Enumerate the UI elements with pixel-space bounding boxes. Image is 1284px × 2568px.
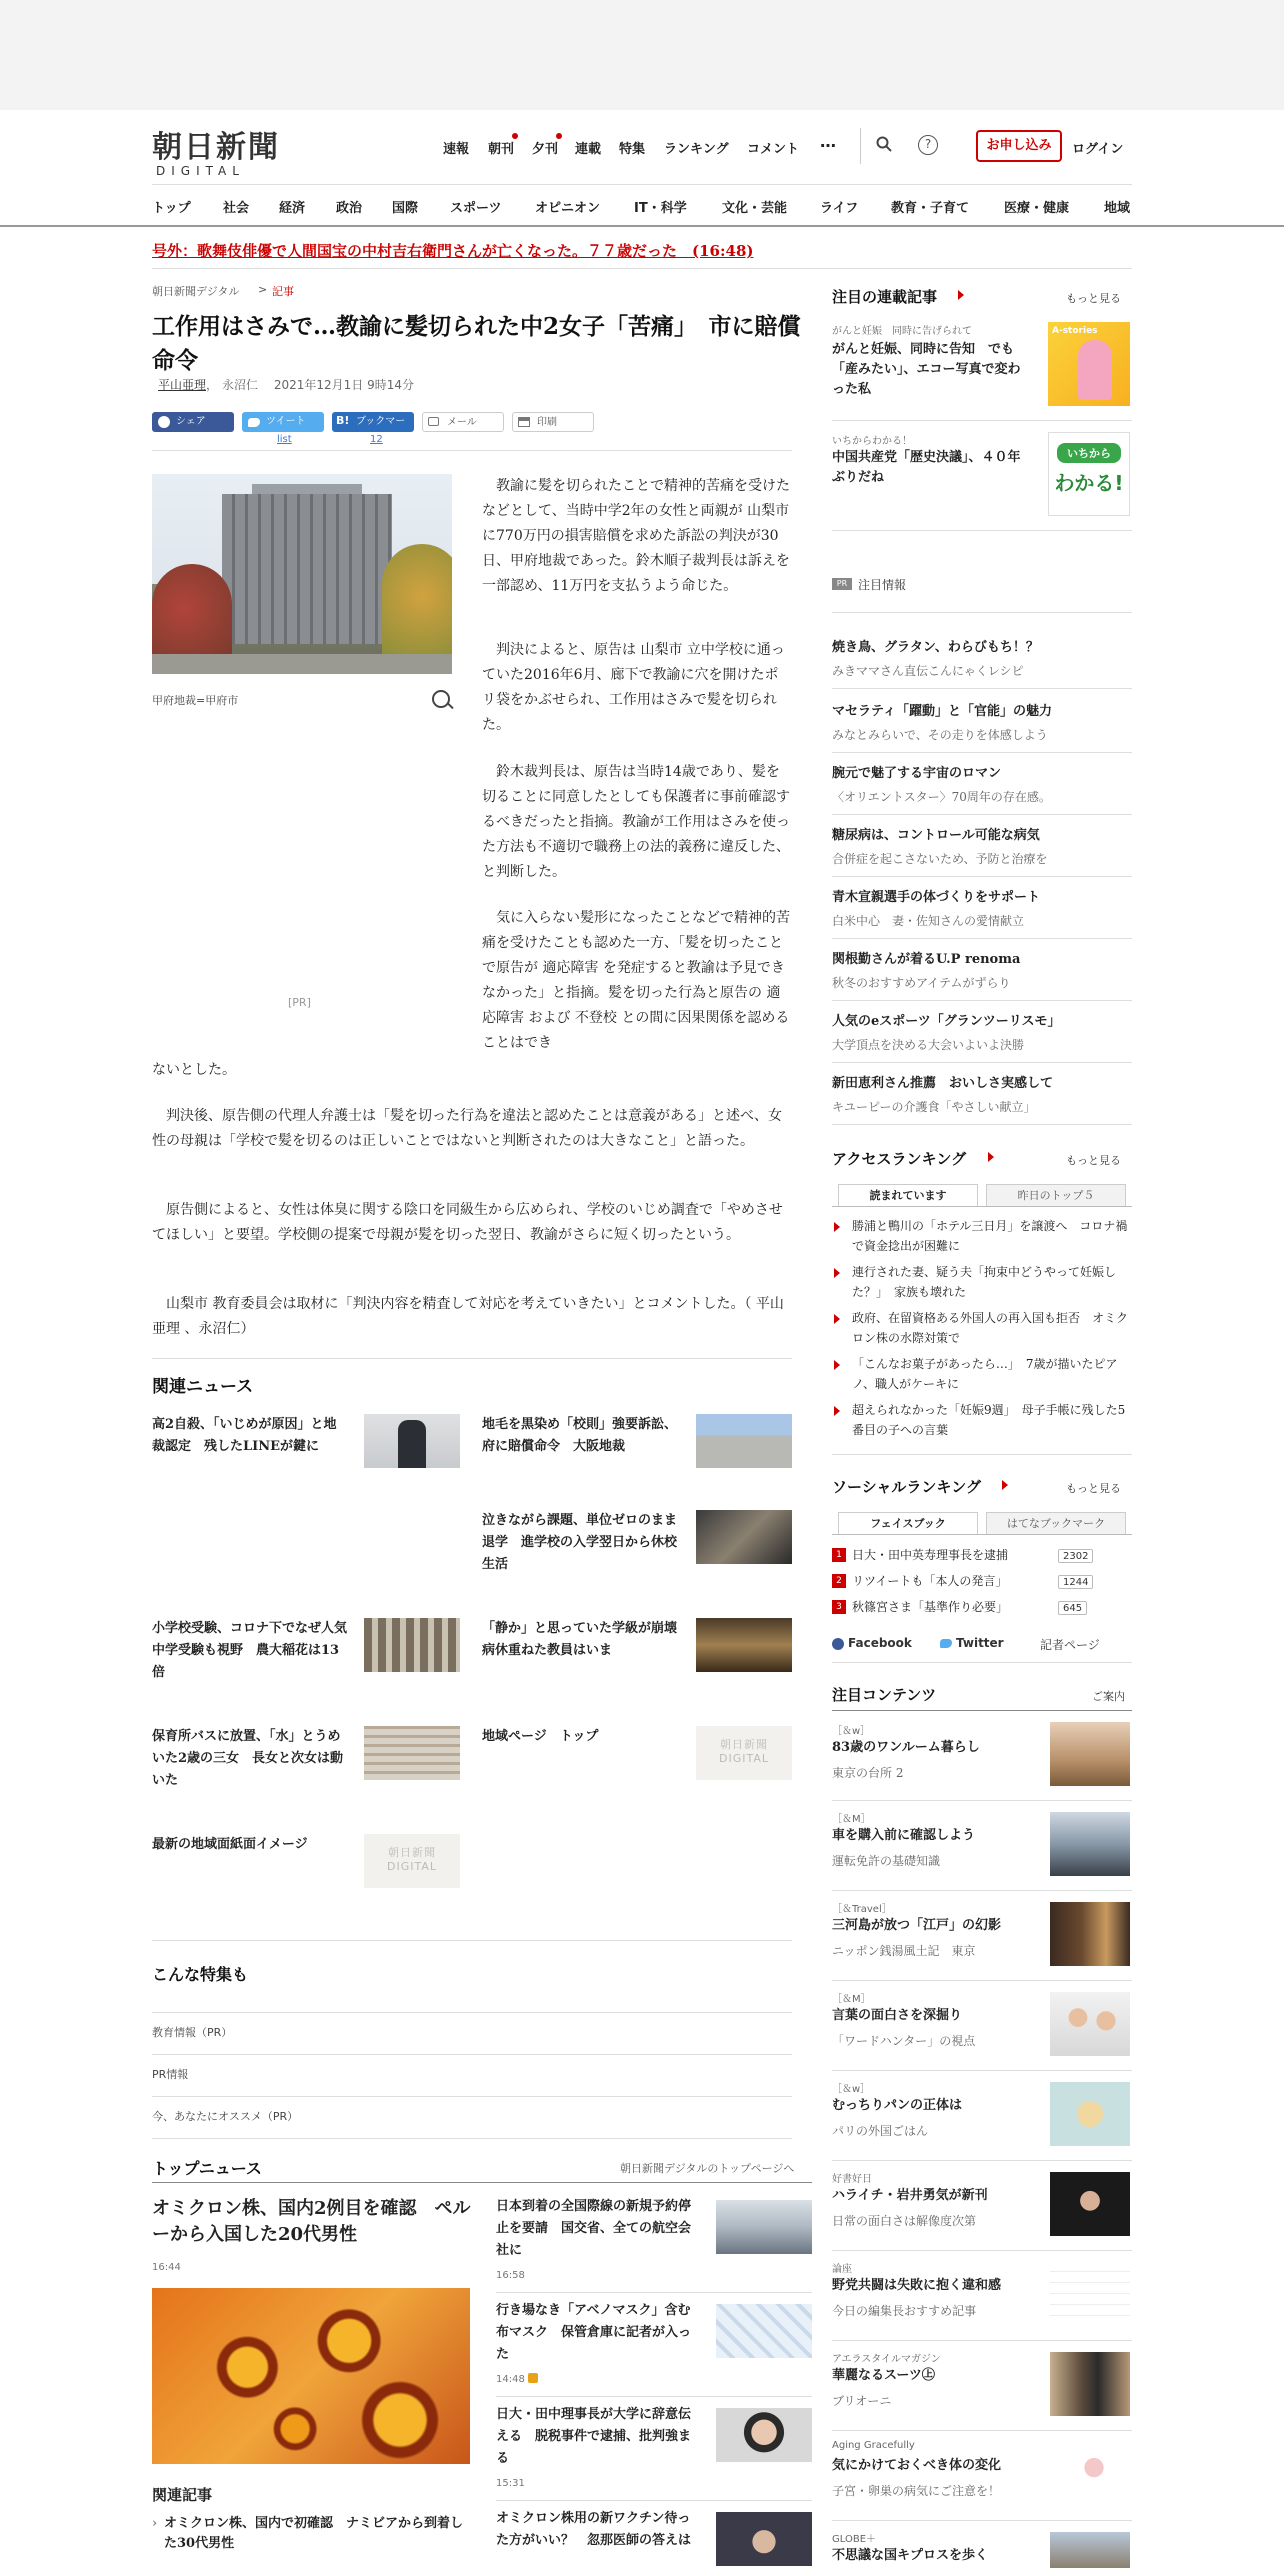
print-label: 印刷 <box>537 417 557 428</box>
search-icon[interactable] <box>876 136 892 152</box>
divider <box>152 2012 792 2013</box>
top-news-time: 15:31 <box>496 2478 525 2489</box>
divider <box>152 2096 792 2097</box>
divider <box>832 814 1132 815</box>
pr-item-title[interactable]: 腕元で魅了する宇宙のロマン <box>832 766 1002 781</box>
topnav-feature[interactable]: 特集 <box>619 142 646 157</box>
content-thumb[interactable] <box>1050 1902 1130 1966</box>
related-news-item[interactable]: 地毛を黒染め「校則」強要訴訟、府に賠償命令 大阪地裁 <box>482 1417 678 1454</box>
rank-arrow-icon <box>834 1406 840 1416</box>
divider <box>832 2160 1132 2161</box>
social-more-link[interactable]: もっと見る <box>1066 1482 1121 1495</box>
content-kicker: GLOBE＋ <box>832 2534 877 2545</box>
photo-caption: 甲府地裁=甲府市 <box>152 694 239 707</box>
pr-item-title[interactable]: 糖尿病は、コントロール可能な病気 <box>832 828 1040 843</box>
content-title[interactable]: むっちりパンの正体は <box>832 2098 963 2113</box>
content-kicker: アエラスタイルマガジン <box>832 2354 941 2365</box>
content-thumb[interactable] <box>1050 2442 1130 2506</box>
gnav-health[interactable]: 医療・健康 <box>1004 201 1070 216</box>
pr-badge: PR <box>832 578 852 590</box>
content-title[interactable]: 気にかけておくべき体の変化 <box>832 2458 1002 2473</box>
social-rank-item[interactable]: リツイートも「本人の発言」 <box>852 1574 1008 1588</box>
content-thumb[interactable] <box>1050 1722 1130 1786</box>
gnav-life[interactable]: ライフ <box>820 201 859 216</box>
content-kicker: Aging Gracefully <box>832 2440 915 2451</box>
rank-arrow-icon <box>834 1360 840 1370</box>
thumb-figure <box>398 1420 426 1468</box>
share-rule <box>152 450 792 451</box>
breaking-news-flash[interactable]: 号外：歌舞伎俳優で人間国宝の中村吉右衛門さんが亡くなった。７７歳だった (16:48) <box>152 242 754 260</box>
divider <box>152 1358 792 1359</box>
content-thumb[interactable] <box>1050 1812 1130 1876</box>
top-news-thumb[interactable] <box>716 2304 812 2358</box>
divider <box>832 1980 1132 1981</box>
divider <box>832 1206 1132 1207</box>
gnav-education[interactable]: 教育・子育て <box>891 201 970 216</box>
divider <box>832 1062 1132 1063</box>
content-thumb-chart[interactable] <box>1050 2262 1130 2326</box>
photo-road <box>152 654 452 674</box>
related-news-item[interactable]: 保育所バスに放置、「水」とうめいた2歳の三女 長女と次女は動いた <box>152 1729 344 1788</box>
divider <box>832 1454 1132 1455</box>
top-gray-band <box>0 0 1284 110</box>
content-title[interactable]: 不思議な国キプロスを歩く <box>832 2548 989 2563</box>
content-kicker: ［＆w］ <box>832 2084 871 2095</box>
gnav-opinion[interactable]: オピニオン <box>535 201 601 216</box>
related-thumb[interactable] <box>364 1726 460 1780</box>
reporter-page-link[interactable]: 記者ページ <box>1040 1638 1100 1652</box>
content-kicker: 好書好日 <box>832 2174 872 2185</box>
content-title[interactable]: 野党共闘は失敗に抱く違和感 <box>832 2278 1002 2293</box>
facebook-share-label: シェア <box>176 416 206 427</box>
content-thumb[interactable] <box>1050 2082 1130 2146</box>
pr-item-title[interactable]: 関根勤さんが着るU.P renoma <box>832 952 1021 967</box>
badge-figure <box>1078 340 1112 400</box>
top-news-thumb[interactable] <box>716 2408 812 2462</box>
feature-link[interactable]: 今、あなたにオススメ（PR） <box>152 2110 299 2123</box>
mail-label: メール <box>447 417 477 428</box>
topnav-serial[interactable]: 連載 <box>575 142 602 157</box>
byline-separator: ， <box>206 378 219 392</box>
lead-news-title[interactable]: オミクロン株、国内2例目を確認 ペルーから入国した20代男性 <box>152 2198 471 2245</box>
contents-heading: 注目コンテンツ <box>832 1686 937 1704</box>
content-sub: ニッポン銭湯風土記 東京 <box>832 1944 976 1958</box>
mail-icon <box>428 417 439 426</box>
top-news-item[interactable]: 行き場なき「アベノマスク」含む布マスク 保管倉庫に記者が入った <box>496 2303 692 2362</box>
topnav-breaking[interactable]: 速報 <box>443 142 470 157</box>
rank-number: 1 <box>832 1548 846 1562</box>
gnav-international[interactable]: 国際 <box>392 201 419 216</box>
article-paragraph: 判決後、原告側の代理人弁護士は「髪を切った行為を違法と認めたことは意義がある」と述べ、女性の母親は「学校で髪を切るのは正しいことではないと判断されたのは大きなこと」と語った。 <box>152 1108 782 1149</box>
arrow-right-icon <box>1002 1480 1008 1490</box>
pr-heading: 注目情報 <box>858 578 907 592</box>
content-thumb[interactable] <box>1050 2352 1130 2416</box>
facebook-icon <box>832 1638 844 1650</box>
bullet-icon: › <box>152 2516 158 2531</box>
top-news-heading: トップニュース <box>152 2159 262 2178</box>
a-stories-badge[interactable] <box>1048 322 1130 406</box>
divider <box>832 1800 1132 1801</box>
new-dot <box>512 133 518 139</box>
content-title[interactable]: 車を購入前に確認しよう <box>832 1828 976 1843</box>
article-paragraph: 教諭に髪を切られたことで精神的苦痛を受けたなどとして、当時中学2年の女性と両親が 山梨市 に770万円の損害賠償を求めた訴訟の判決が30日、甲府地裁であった。鈴木順子裁判長は訴えを一部認め、11万円を支払うよう命じた。 <box>482 478 790 594</box>
divider <box>832 530 1132 531</box>
badge-bottom: わかる! <box>1054 471 1124 495</box>
pr-item-sub: キユーピーの介護食「やさしい献立」 <box>832 1100 1036 1114</box>
login-link[interactable]: ログイン <box>1072 142 1124 157</box>
top-page-link[interactable]: 朝日新聞デジタルのトップページへ <box>620 2162 795 2175</box>
arrow-right-icon <box>988 1152 994 1162</box>
social-rank-item[interactable]: 秋篠宮さま「基準作り必要」 <box>852 1600 1009 1614</box>
article-paragraph-cont: ないとした。 <box>152 1062 236 1078</box>
access-rank-item[interactable]: 政府、在留資格ある外国人の再入国も拒否 オミクロン株の水際対策で <box>852 1311 1129 1345</box>
new-dot <box>556 133 562 139</box>
content-sub: 「ワードハンター」の視点 <box>832 2034 976 2048</box>
divider <box>832 2340 1132 2341</box>
divider <box>832 1890 1132 1891</box>
topnav-evening[interactable]: 夕刊 <box>532 142 559 157</box>
topnav-comment[interactable]: コメント <box>747 142 800 157</box>
tweet-count[interactable]: list <box>277 434 292 445</box>
pr-item-sub: 大学頂点を決める大会いよいよ決勝 <box>832 1038 1025 1052</box>
byline <box>158 376 414 393</box>
ichikara-wakaru-badge[interactable] <box>1048 432 1130 516</box>
pr-item-sub: みなとみらいで、その走りを体感しよう <box>832 728 1048 742</box>
paid-lock-icon <box>528 2373 538 2383</box>
divider <box>832 2520 1132 2521</box>
pr-item-sub: 〈オリエントスター〉70周年の存在感。 <box>832 790 1051 804</box>
badge-top: いちから <box>1057 443 1121 463</box>
divider <box>832 1710 1132 1711</box>
content-kicker: ［＆Travel］ <box>832 1904 892 1915</box>
related-thumb[interactable] <box>364 1414 460 1468</box>
related-news-heading: 関連ニュース <box>152 1377 254 1397</box>
divider <box>832 1000 1132 1001</box>
content-title[interactable]: ハライチ・岩井勇気が新刊 <box>832 2188 988 2203</box>
divider <box>832 876 1132 877</box>
photo-building <box>222 494 392 644</box>
feature-link[interactable]: 教育情報（PR） <box>152 2026 233 2039</box>
related-article-link[interactable] <box>152 2514 472 2554</box>
divider <box>496 2396 812 2397</box>
pr-item-sub: 合併症を起こさないため、予防と治療を <box>832 852 1048 866</box>
article-paragraph: 原告側によると、女性は体臭に関する陰口を同級生から広められ、学校のいじめ調査で「やめさせてほしい」と要望。学校側の提案で母親が髪を切った翌日、教諭がさらに短く切ったという。 <box>152 1202 783 1243</box>
share-count: 2302 <box>1058 1549 1093 1563</box>
content-sub: 子宮・卵巣の病気にご注意を！ <box>832 2484 1001 2498</box>
article-paragraph: 山梨市 教育委員会は取材に「判決内容を精査して対応を考えていきたい」とコメントした。（ 平山亜理 、永沼仁） <box>152 1296 784 1337</box>
serial-item-title[interactable]: 中国共産党「歴史決議」、４０年ぶりだね <box>832 450 1021 485</box>
arrow-right-icon <box>958 290 964 300</box>
article-paragraph: 鈴木裁判長は、原告は当時14歳であり、髪を切ることに同意したとしても保護者に事前確認するべきだったと指摘。教諭が工作用はさみを使った方法も不適切で職務上の法的義務に違反した、と判断した。 <box>482 764 790 880</box>
related-thumb[interactable] <box>364 1618 460 1672</box>
breadcrumb-separator: > <box>258 283 268 296</box>
asahi-placeholder-image[interactable]: 朝日新聞 DIGITAL <box>364 1834 460 1888</box>
gnav-top[interactable]: トップ <box>152 201 191 216</box>
subscribe-button[interactable]: お申し込み <box>976 130 1062 162</box>
related-news-item[interactable]: 最新の地域面紙面イメージ <box>152 1837 308 1852</box>
rank-arrow-icon <box>834 1314 840 1324</box>
content-sub: 運転免許の基礎知識 <box>832 1854 941 1868</box>
pr-item-title[interactable]: 人気のeスポーツ「グランツーリスモ」 <box>832 1014 1061 1029</box>
tab-facebook[interactable]: フェイスブック <box>838 1512 978 1534</box>
divider <box>152 2138 792 2139</box>
divider <box>152 1940 792 1941</box>
top-news-time: 16:58 <box>496 2270 525 2281</box>
a-stories-label: A-stories <box>1052 326 1098 336</box>
tweet-label: ツイート <box>266 416 306 427</box>
logo-sub: DIGITAL <box>156 164 245 178</box>
serial-more-link[interactable]: もっと見る <box>1066 292 1121 305</box>
top-news-thumb[interactable] <box>716 2200 812 2254</box>
content-sub: ブリオーニ <box>832 2394 892 2408</box>
access-more-link[interactable]: もっと見る <box>1066 1154 1121 1167</box>
divider <box>496 2292 812 2293</box>
article-photo-courthouse[interactable] <box>152 474 452 674</box>
feature-link[interactable]: PR情報 <box>152 2068 189 2081</box>
share-count: 1244 <box>1058 1575 1093 1589</box>
divider <box>832 420 1132 421</box>
divider <box>832 1662 1132 1663</box>
hatena-icon: B! <box>336 414 350 427</box>
content-sub: 今日の編集長おすすめ記事 <box>832 2304 977 2318</box>
access-rank-item[interactable]: 連行された妻、疑う夫「拘束中どうやって妊娠した？」 家族も壊れた <box>852 1265 1117 1299</box>
rank-number: 2 <box>832 1574 846 1588</box>
divider <box>832 688 1132 689</box>
pr-label: [PR] <box>288 996 311 1009</box>
print-icon <box>518 417 530 427</box>
content-kicker: ［＆M］ <box>832 1814 871 1825</box>
pr-item-sub: みきママさん直伝こんにゃくレシピ <box>832 664 1024 678</box>
pr-item-sub: 白米中心 妻・佐知さんの愛情献立 <box>832 914 1025 928</box>
lead-news-time: 16:44 <box>152 2262 181 2273</box>
content-title[interactable]: 三河島が放つ「江戸」の幻影 <box>832 1918 1002 1933</box>
twitter-icon <box>940 1639 952 1648</box>
social-rank-item[interactable]: 日大・田中英寿理事長を逮捕 <box>852 1548 1009 1562</box>
related-thumb[interactable] <box>696 1618 792 1672</box>
pr-item-title[interactable]: 焼き鳥、グラタン、わらびもち！？ <box>832 640 1039 655</box>
tab-yesterday-top5[interactable]: 昨日のトップ５ <box>986 1184 1126 1206</box>
pr-item-sub: 秋冬のおすすめアイテムがずらり <box>832 976 1011 990</box>
facebook-icon <box>158 416 170 428</box>
topnav-ranking[interactable]: ランキング <box>664 142 729 157</box>
serial-kicker: がんと妊娠 同時に告げられて <box>832 326 972 337</box>
social-ranking-heading: ソーシャルランキング <box>832 1478 981 1496</box>
pr-item-title[interactable]: 新田恵利さん推薦 おいしさ実感して <box>832 1076 1054 1091</box>
content-title[interactable]: 言葉の面白さを深掘り <box>832 2008 963 2023</box>
article-paragraph: 気に入らない髪形になったことなどで精神的苦痛を受けたことも認めた一方、「髪を切ったことで原告が 適応障害 を発症すると教諭は予見できなかった」と指摘。髪を切った行為と原告の 適応障害 および 不登校 との間に因果関係を認めることはでき <box>482 910 790 1051</box>
article-title: 工作用はさみで…教諭に髪切られた中2女子「苦痛」 市に賠償命令 <box>152 313 801 374</box>
header-rule <box>152 184 1132 185</box>
content-sub: 日常の面白さは解像度次第 <box>832 2214 977 2228</box>
access-rank-item[interactable]: 「こんなお菓子があったら…」 7歳が描いたピアノ、職人がケーキに <box>852 1357 1118 1391</box>
content-sub: 東京の台所 2 <box>832 1766 904 1780</box>
gnav-sports[interactable]: スポーツ <box>450 201 502 216</box>
breadcrumb-article[interactable]: 記事 <box>272 285 294 298</box>
content-thumb[interactable] <box>1050 2172 1130 2236</box>
divider <box>832 1124 1132 1125</box>
tab-hatena[interactable]: はてなブックマーク <box>986 1512 1126 1534</box>
content-sub: パリの外国ごはん <box>832 2124 929 2138</box>
rank-arrow-icon <box>834 1222 840 1232</box>
gnav-politics[interactable]: 政治 <box>336 201 363 216</box>
topnav-morning[interactable]: 朝刊 <box>488 142 515 157</box>
twitter-link[interactable]: Twitter <box>956 1636 1004 1650</box>
divider <box>832 2430 1132 2431</box>
access-rank-item[interactable]: 勝浦と鴨川の「ホテル三日月」を譲渡へ コロナ禍で資金捻出が困難に <box>852 1219 1128 1253</box>
related-article-title: オミクロン株、国内で初確認 ナミビアから到着した30代男性 <box>164 2516 464 2551</box>
divider <box>832 938 1132 939</box>
virus-photo[interactable] <box>152 2288 470 2464</box>
author-name: 永沼仁 <box>222 378 259 392</box>
top-news-item[interactable]: 日本到着の全国際線の新規予約停止を要請 国交省、全ての航空会社に <box>496 2199 692 2258</box>
asahi-logo[interactable] <box>152 122 280 178</box>
features-heading: こんな特集も <box>152 1965 249 1984</box>
divider <box>832 612 1132 613</box>
rank-number: 3 <box>832 1600 846 1614</box>
zoom-icon[interactable] <box>432 690 450 708</box>
related-news-item[interactable]: 「静か」と思っていた学級が崩壊 病休重ねた教員はいま <box>482 1621 691 1658</box>
breadcrumb-home[interactable]: 朝日新聞デジタル <box>152 285 240 298</box>
content-title[interactable]: 83歳のワンルーム暮らし <box>832 1740 980 1755</box>
publish-date: 2021年12月1日 9時14分 <box>273 378 415 392</box>
gnav-culture[interactable]: 文化・芸能 <box>722 201 788 216</box>
author-link[interactable]: 平山亜理 <box>158 378 207 392</box>
top-news-time: 14:48 <box>496 2374 525 2385</box>
content-kicker: 論座 <box>832 2264 852 2275</box>
serial-heading[interactable]: 注目の連載記事 <box>832 288 938 306</box>
contents-guide-link[interactable]: ご案内 <box>1092 1690 1125 1703</box>
rank-arrow-icon <box>834 1268 840 1278</box>
top-news-item[interactable]: 日大・田中理事長が大学に辞意伝える 脱税事件で逮捕、批判強まる <box>496 2407 692 2466</box>
gnav-local[interactable]: 地域 <box>1104 201 1131 216</box>
asahi-placeholder-image[interactable]: 朝日新聞 DIGITAL <box>696 1726 792 1780</box>
serial-item-title[interactable]: がんと妊娠、同時に告知 でも「産みたい」、エコー写真で変わった私 <box>832 342 1021 397</box>
related-thumb[interactable] <box>696 1414 792 1468</box>
flash-rule <box>152 268 1132 269</box>
facebook-link[interactable]: Facebook <box>848 1636 912 1650</box>
content-kicker: ［＆M］ <box>832 1994 871 2005</box>
access-ranking-heading: アクセスランキング <box>832 1150 967 1168</box>
header-divider <box>860 128 861 164</box>
more-menu-icon[interactable]: … <box>820 132 836 151</box>
related-articles-heading: 関連記事 <box>152 2486 213 2504</box>
related-thumb[interactable] <box>696 1510 792 1564</box>
divider <box>832 752 1132 753</box>
content-title[interactable]: 華麗なるスーツ㊤ <box>832 2368 935 2383</box>
serial-kicker: いちからわかる！ <box>832 436 912 447</box>
top-news-item[interactable]: オミクロン株用の新ワクチン待った方がいい？ 忽那医師の答えは <box>496 2511 692 2548</box>
divider <box>832 1534 1132 1535</box>
tab-most-read[interactable]: 読まれています <box>838 1184 978 1206</box>
top-news-thumb[interactable] <box>716 2512 812 2566</box>
bookmark-count[interactable]: 12 <box>370 434 383 445</box>
content-thumb[interactable] <box>1050 1992 1130 2056</box>
access-rank-item[interactable]: 超えられなかった「妊娠9週」 母子手帳に残した5番目の子への言葉 <box>852 1403 1126 1437</box>
related-news-item[interactable]: 高2自殺、「いじめが原因」と地裁認定 残したLINEが鍵に <box>152 1417 337 1454</box>
related-news-item[interactable]: 地域ページ トップ <box>482 1729 599 1744</box>
gnav-it-science[interactable]: IT・科学 <box>634 201 687 216</box>
pr-item-title[interactable]: 青木宣親選手の体づくりをサポート <box>832 890 1041 905</box>
divider <box>496 2500 812 2501</box>
logo-main: 朝日新聞 <box>152 130 280 165</box>
article-paragraph: 判決によると、原告は 山梨市 立中学校に通っていた2016年6月、廊下で教諭に穴を開けたポリ袋をかぶせられ、工作用はさみで髪を切られた。 <box>482 642 785 733</box>
related-news-item[interactable]: 泣きながら課題、単位ゼロのまま退学 進学校の入学翌日から休校生活 <box>482 1513 678 1572</box>
gnav-society[interactable]: 社会 <box>223 201 250 216</box>
divider <box>152 2182 812 2183</box>
pr-item-title[interactable]: マセラティ「躍動」と「官能」の魅力 <box>832 704 1052 719</box>
gnav-economy[interactable]: 経済 <box>279 201 306 216</box>
help-icon[interactable]: ? <box>918 135 938 155</box>
nav-rule <box>0 225 1284 227</box>
hatena-bookmark-label: ブックマーク <box>356 416 406 447</box>
divider <box>832 2250 1132 2251</box>
divider <box>832 2070 1132 2071</box>
related-news-item[interactable]: 小学校受験、コロナ下でなぜ人気 中学受験も視野 農大稲花は13倍 <box>152 1621 361 1680</box>
divider <box>152 2054 792 2055</box>
share-count: 645 <box>1058 1601 1087 1615</box>
content-thumb[interactable] <box>1050 2532 1130 2568</box>
content-kicker: ［＆w］ <box>832 1726 871 1737</box>
